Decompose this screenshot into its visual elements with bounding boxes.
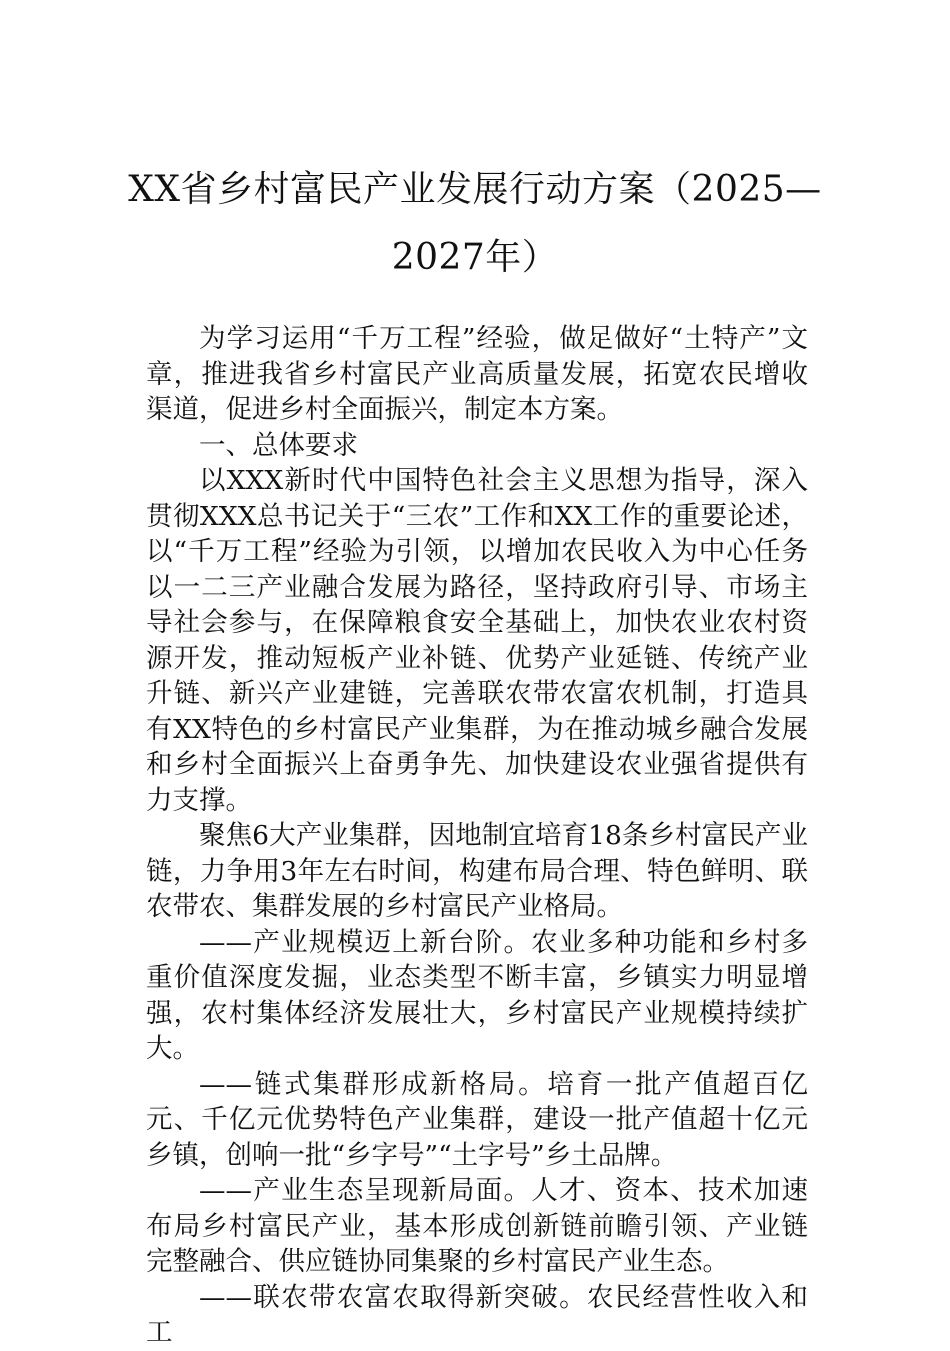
document-title-line-2: 2027年）	[391, 237, 559, 278]
document-body	[146, 321, 808, 1351]
goal-paragraph: 聚焦6大产业集群，因地制宜培育18条乡村富民产业链，力争用3年左右时间，构建布局合理、特色鲜明、联农带农、集群发展的乡村富民产业格局。	[146, 820, 808, 922]
target-item-industry-scale: ——产业规模迈上新台阶。农业多种功能和乡村多重价值深度发掘，业态类型不断丰富，乡镇实力明显增强，农村集体经济发展壮大，乡村富民产业规模持续扩大。	[146, 926, 808, 1064]
target-item-industry-cluster: ——链式集群形成新格局。培育一批产值超百亿元、千亿元优势特色产业集群，建设一批产值超十亿元乡镇，创响一批“乡字号”“土字号”乡土品牌。	[146, 1068, 808, 1171]
target-item-farmer-income: ——联农带农富农取得新突破。农民经营性收入和工	[146, 1281, 808, 1348]
section-heading: 一、总体要求	[199, 429, 358, 461]
intro-paragraph: 为学习运用“千万工程”经验，做足做好“土特产”文章，推进我省乡村富民产业高质量发展，拓宽农民增收渠道，促进乡村全面振兴，制定本方案。	[146, 323, 808, 425]
guiding-principle-paragraph: 以XXX新时代中国特色社会主义思想为指导，深入贯彻XXX总书记关于“三农”工作和XX工作的重要论述，以“千万工程”经验为引领，以增加农民收入为中心任务以一二三产业融合发展为路径，坚持政府引导、市场主导社会参与，在保障粮食安全基础上，加快农业农村资源开发，推动短板产业补链、优势产业延链、传统产业升链、新兴产业建链，完善联农带农富农机制，打造具有XX特色的乡村富民产业集群，为在推动城乡融合发展和乡村全面振兴上奋勇争先、加快建设农业强省提供有力支撑。	[146, 465, 808, 816]
target-item-industry-ecology: ——产业生态呈现新局面。人才、资本、技术加速布局乡村富民产业，基本形成创新链前瞻引领、产业链完整融合、供应链协同集聚的乡村富民产业生态。	[146, 1175, 808, 1277]
document-title-line-1: XX省乡村富民产业发展行动方案（2025—	[128, 169, 822, 210]
